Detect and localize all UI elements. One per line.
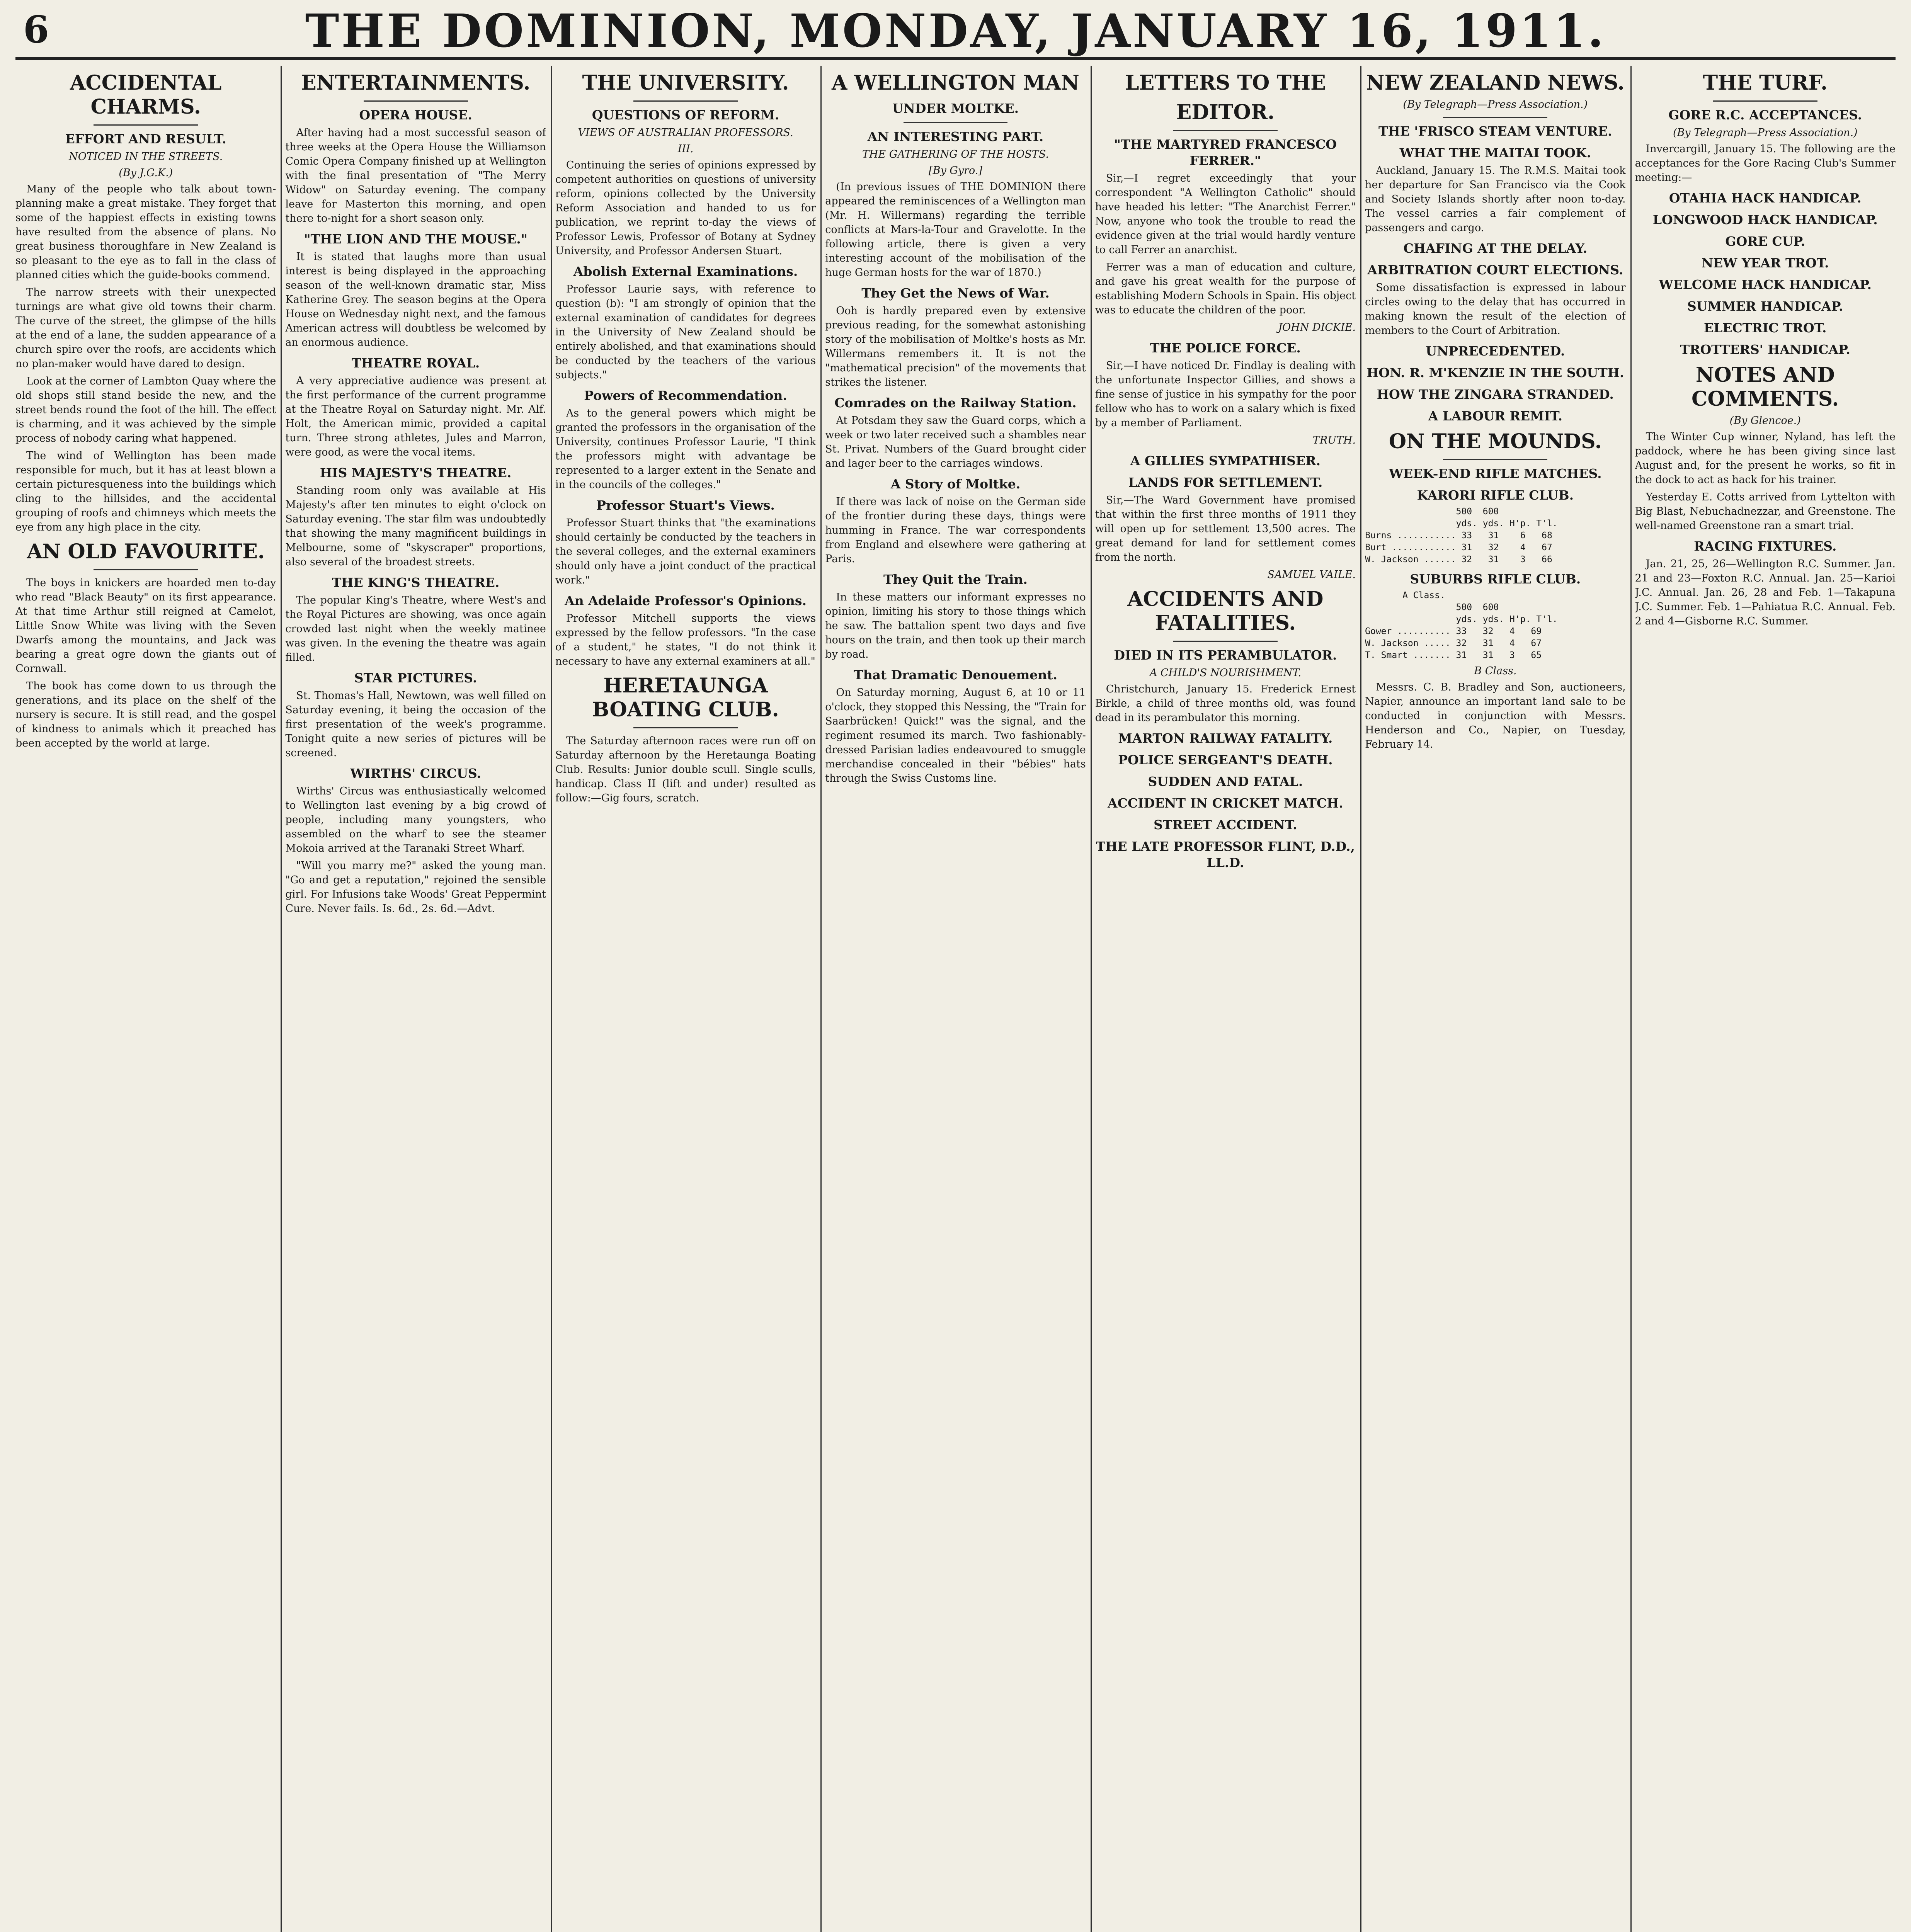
article-headline: Comrades on the Railway Station. xyxy=(834,395,1077,410)
article-paragraph: The narrow streets with their unexpected turnings are what give old towns their charm. The curve of the street, the glimpse of the hills at the end of a lane, the sudden appearance of a church spire over the roofs, are accidents which no plan-maker would have dared to design. xyxy=(15,286,276,370)
section-heading: ACCIDENTS AND FATALITIES. xyxy=(1127,587,1324,635)
article-subheading: THE GATHERING OF THE HOSTS. xyxy=(862,148,1049,160)
column-rule xyxy=(820,66,822,1932)
article-paragraph: In these matters our informant expresses no opinion, limiting his story to those things which he saw. The battalion spent two days and five hours on the train, and then took up their march by road. xyxy=(825,591,1086,660)
article-headline: SUBURBS RIFLE CLUB. xyxy=(1410,571,1581,587)
article-headline: They Quit the Train. xyxy=(883,572,1028,587)
section-heading: HERETAUNGA BOATING CLUB. xyxy=(592,674,779,721)
article-headline: WIRTHS' CIRCUS. xyxy=(350,766,482,781)
section-heading: AN OLD FAVOURITE. xyxy=(27,540,265,563)
article-headline: THE LATE PROFESSOR FLINT, D.D., LL.D. xyxy=(1096,839,1355,870)
article-headline: ACCIDENT IN CRICKET MATCH. xyxy=(1108,796,1343,811)
article-headline: WHAT THE MAITAI TOOK. xyxy=(1399,145,1591,160)
column-6 xyxy=(1365,66,1625,1932)
article-headline: EFFORT AND RESULT. xyxy=(65,131,226,146)
article-headline: MARTON RAILWAY FATALITY. xyxy=(1118,731,1333,746)
article-headline: OTAHIA HACK HANDICAP. xyxy=(1669,190,1862,206)
article-paragraph: Ferrer was a man of education and culture, and gave his great wealth for the purpose of establishing Modern Schools in Spain. His object was to educate the children of the poor. xyxy=(1095,261,1356,316)
article-headline: "THE LION AND THE MOUSE." xyxy=(304,231,528,247)
article-paragraph: As to the general powers which might be granted the professors in the organisation of the University, continues Professor Laurie, "I think the professors might with advantage be represented to a larger extent in the Senate and in the councils of the colleges." xyxy=(555,407,816,491)
column-rule xyxy=(1630,66,1632,1932)
column-1 xyxy=(15,66,276,1932)
letter-signature: SAMUEL VAILE. xyxy=(1267,569,1356,581)
column-rule xyxy=(551,66,552,1932)
article-paragraph: If there was lack of noise on the German side of the frontier during these days, things were humming in France. The war correspondents from England and elsewhere were gathering at Paris. xyxy=(825,496,1086,565)
article-headline: ARBITRATION COURT ELECTIONS. xyxy=(1367,262,1623,277)
article-headline: GORE R.C. ACCEPTANCES. xyxy=(1668,107,1862,122)
article-headline: HON. R. M'KENZIE IN THE SOUTH. xyxy=(1366,365,1624,380)
article-headline: GORE CUP. xyxy=(1725,234,1805,249)
section-heading: ON THE MOUNDS. xyxy=(1389,430,1602,453)
letter-signature: TRUTH. xyxy=(1312,434,1356,446)
article-paragraph: Jan. 21, 25, 26—Wellington R.C. Summer. Jan. 21 and 23—Foxton R.C. Annual. Jan. 25—Karioi J.C. Annual. Jan. 26, 28 and Feb. 1—Takapuna J.C. Summer. Feb. 1—Pahiatua R.C. Annual. Feb. 2 and 4—Gisborne R.C. Summer. xyxy=(1635,558,1896,627)
article-headline: WEEK-END RIFLE MATCHES. xyxy=(1389,466,1602,481)
article-headline: THE POLICE FORCE. xyxy=(1150,340,1301,355)
article-headline: "THE MARTYRED FRANCESCO FERRER." xyxy=(1114,137,1337,168)
article-paragraph: (In previous issues of THE DOMINION there appeared the reminiscences of a Wellington man (Mr. H. Willermans) regarding the terrible conflicts at Mars-la-Tour and Gravelotte. In the following article, there is given a very interesting account of the mobilisation of the huge German hosts for the war of 1870.) xyxy=(825,181,1086,279)
article-paragraph: Yesterday E. Cotts arrived from Lyttelton with Big Blast, Nebuchadnezzar, and Greenstone. The well-named Greenstone ran a smart trial. xyxy=(1635,491,1896,532)
article-paragraph: Wirths' Circus was enthusiastically welcomed to Wellington last evening by a big crowd of people, including many youngsters, who assembled on the wharf to see the steamer Mokoia arrived at the Taranaki Street Wharf. xyxy=(285,785,546,854)
article-headline: Abolish External Examinations. xyxy=(573,264,798,279)
article-paragraph: It is stated that laughs more than usual interest is being displayed in the approaching season of the well-known dramatic star, Miss Katherine Grey. The season begins at the Opera House on Wednesday night next, and the famous American actress will doubtless be welcomed by an enormous audience. xyxy=(285,251,546,349)
column-7 xyxy=(1635,66,1896,1932)
article-paragraph: The Winter Cup winner, Nyland, has left the paddock, where he has been giving since last August and, for the present he works, so fit in the dock to act as hack for his trainer. xyxy=(1635,431,1896,486)
article-paragraph: On Saturday morning, August 6, at 10 or 11 o'clock, they stopped this Nessing, the "Train for Saarbrücken! Quick!" was the signal, and the regiment resumed its march. Two fashionably-dressed Parisian ladies endeavoured to smuggle merchandise concealed in their "bébies" hats through the Swiss Customs line. xyxy=(825,687,1086,784)
article-paragraph: Standing room only was available at His Majesty's after ten minutes to eight o'clock on Saturday evening. The star film was undoubtedly that showing the many magnificent buildings in Melbourne, some of "skyscraper" proportions, also several of the broadest streets. xyxy=(285,485,546,568)
article-headline: An Adelaide Professor's Opinions. xyxy=(565,593,807,608)
article-subheading: NOTICED IN THE STREETS. xyxy=(69,151,223,163)
letter-signature: JOHN DICKIE. xyxy=(1278,321,1356,333)
article-paragraph: Some dissatisfaction is expressed in labour circles owing to the delay that has occurred in making known the result of the election of members to the Court of Arbitration. xyxy=(1365,282,1626,337)
article-paragraph: Christchurch, January 15. Frederick Ernest Birkle, a child of three months old, was found dead in its perambulator this morning. xyxy=(1095,683,1356,724)
article-paragraph: After having had a most successful season of three weeks at the Opera House the Williamson Comic Opera Company finished up at Wellington with the final presentation of "The Merry Widow" on Saturday evening. The company leave for Masterton this morning, and open there to-night for a short season only. xyxy=(285,127,546,224)
section-divider xyxy=(94,569,198,570)
article-paragraph: Professor Stuart thinks that "the examinations should certainly be conducted by the teachers in the several colleges, and the external examiners should only have a joint conduct of the practical work." xyxy=(555,517,816,586)
article-headline: TROTTERS' HANDICAP. xyxy=(1680,342,1850,357)
score-table: A Class. 500 600 yds. yds. H'p. T'l. Gower .......... 33 32 4 69 W. Jackson ..... 32 31 4 67 T. Smart ....... 31 31 3 65 xyxy=(1365,590,1558,660)
article-paragraph: The Saturday afternoon races were run off on Saturday afternoon by the Heretaunga Boating Club. Results: Junior double scull. Single sculls, handicap. Class II (lift and under) resulted as follow:—Gig fours, scratch. xyxy=(555,735,816,804)
newspaper-title: THE DOMINION, MONDAY, JANUARY 16, 1911. xyxy=(305,4,1606,58)
section-heading: NEW ZEALAND NEWS. xyxy=(1366,71,1625,95)
article-subheading: [By Gyro.] xyxy=(929,165,982,177)
article-headline: THE KING'S THEATRE. xyxy=(332,575,500,590)
section-divider xyxy=(1173,641,1278,642)
article-paragraph: Continuing the series of opinions expressed by competent authorities on questions of university reform, opinions collected by the University Reform Association and handed to us for publication, we reprint to-day the views of Professor Lewis, Professor of Botany at Sydney University, and Professor Andersen Stuart. xyxy=(555,159,816,257)
article-paragraph: At Potsdam they saw the Guard corps, which a week or two later received such a shambles near St. Privat. Numbers of the Guard brought cider and lager beer to the carriages windows. xyxy=(825,415,1086,469)
article-headline: QUESTIONS OF REFORM. xyxy=(592,107,779,122)
article-headline: RACING FIXTURES. xyxy=(1694,539,1837,554)
article-subheading: B Class. xyxy=(1474,665,1517,677)
article-headline: STREET ACCIDENT. xyxy=(1154,817,1297,832)
article-subheading: (By Glencoe.) xyxy=(1729,415,1801,427)
article-subheading: III. xyxy=(677,143,694,155)
article-headline: That Dramatic Denouement. xyxy=(854,667,1057,682)
article-headline: A GILLIES SYMPATHISER. xyxy=(1130,453,1321,468)
column-3 xyxy=(555,66,816,1932)
article-headline: STAR PICTURES. xyxy=(354,670,477,685)
article-paragraph: A very appreciative audience was present at the first performance of the current programme at the Theatre Royal on Saturday night. Mr. Alf. Holt, the American mimic, provided a capital turn. Three strong athletes, Jules and Marron, were good, as were the vocal items. xyxy=(285,375,546,458)
masthead xyxy=(0,0,1911,58)
section-heading: NOTES AND COMMENTS. xyxy=(1691,363,1839,411)
section-heading: ACCIDENTAL CHARMS. xyxy=(70,71,222,119)
article-paragraph: St. Thomas's Hall, Newtown, was well filled on Saturday evening, it being the occasion of the first presentation of the week's programme. Tonight quite a new series of pictures will be screened. xyxy=(285,690,546,759)
article-headline: LONGWOOD HACK HANDICAP. xyxy=(1652,212,1878,227)
article-headline: KARORI RIFLE CLUB. xyxy=(1417,488,1574,503)
article-headline: DIED IN ITS PERAMBULATOR. xyxy=(1114,648,1337,663)
article-subheading: (By J.G.K.) xyxy=(119,167,173,179)
article-headline: THE 'FRISCO STEAM VENTURE. xyxy=(1378,124,1612,139)
article-headline: POLICE SERGEANT'S DEATH. xyxy=(1118,752,1333,767)
column-4 xyxy=(825,66,1086,1932)
section-divider xyxy=(1713,100,1817,102)
article-headline: A LABOUR REMIT. xyxy=(1428,408,1562,423)
column-rule xyxy=(1091,66,1092,1932)
article-subheading: VIEWS OF AUSTRALIAN PROFESSORS. xyxy=(578,127,793,139)
article-headline: SUMMER HANDICAP. xyxy=(1687,299,1843,314)
section-heading: ENTERTAINMENTS. xyxy=(301,71,531,95)
article-headline: ELECTRIC TROT. xyxy=(1704,320,1827,335)
section-divider xyxy=(1443,117,1547,118)
article-paragraph: The wind of Wellington has been made responsible for much, but it has at least blown a certain picturesqueness into the buildings which cling to the hillsides, and the accidental grouping of roofs and chimneys which meets the eye from any high place in the city. xyxy=(15,450,276,533)
article-paragraph: Invercargill, January 15. The following are the acceptances for the Gore Racing Club's Summer meeting:— xyxy=(1635,143,1896,184)
article-paragraph: Sir,—The Ward Government have promised that within the first three months of 1911 they will open up for settlement 13,500 acres. The great demand for land for settlement comes from the north. xyxy=(1095,494,1356,563)
article-headline: SUDDEN AND FATAL. xyxy=(1148,774,1303,789)
section-heading: A WELLINGTON MAN xyxy=(832,71,1079,95)
article-paragraph: Look at the corner of Lambton Quay where the old shops still stand beside the new, and the street bends round the foot of the hill. The effect is charming, and it was achieved by the simple process of nobody caring what happened. xyxy=(15,375,276,444)
article-headline: THEATRE ROYAL. xyxy=(352,355,480,371)
article-paragraph: Professor Laurie says, with reference to question (b): "I am strongly of opinion that the external examination of candidates for degrees in the University of New Zealand should be entirely abolished, and that examinations should be conducted by the teachers of the various subjects." xyxy=(555,283,816,381)
article-paragraph: Messrs. C. B. Bradley and Son, auctioneers, Napier, announce an important land sale to be conducted in conjunction with Messrs. Henderson and Co., Napier, on Tuesday, February 14. xyxy=(1365,681,1626,750)
article-paragraph: Sir,—I have noticed Dr. Findlay is dealing with the unfortunate Inspector Gillies, and shows a fine sense of justice in his sympathy for the poor fellow who has to work on a salary which is fixed by a member of Parliament. xyxy=(1095,360,1356,429)
masthead-rule xyxy=(15,57,1896,60)
article-paragraph: Many of the people who talk about town-planning make a great mistake. They forget that some of the happiest effects in existing towns have resulted from the absence of plans. No great business thoroughfare in New Zealand is so pleasant to the eye as to fall in the class of planned cities which the guide-books commend. xyxy=(15,183,276,281)
section-heading: EDITOR. xyxy=(1176,100,1275,124)
column-2 xyxy=(285,66,546,1932)
article-headline: They Get the News of War. xyxy=(861,286,1050,301)
article-headline: A Story of Moltke. xyxy=(890,476,1021,492)
article-headline: Professor Stuart's Views. xyxy=(596,498,775,513)
article-headline: AN INTERESTING PART. xyxy=(867,129,1044,144)
section-heading: THE UNIVERSITY. xyxy=(582,71,789,95)
section-heading: LETTERS TO THE xyxy=(1125,71,1326,95)
article-paragraph: Ooh is hardly prepared even by extensive previous reading, for the somewhat astonishing story of the mobilisation of Moltke's hosts as Mr. Willermans remembers it. It is not the "mathematical precision" of the movements that strikes the listener. xyxy=(825,305,1086,388)
article-paragraph: Sir,—I regret exceedingly that your correspondent "A Wellington Catholic" should have headed his letter: "The Anarchist Ferrer." Now, anyone who took the trouble to read the evidence given at the trial would hardly venture to call Ferrer an anarchist. xyxy=(1095,172,1356,256)
page-number: 6 xyxy=(23,8,49,51)
article-paragraph: The boys in knickers are hoarded men to-day who read "Black Beauty" on its first appearance. At that time Arthur still reigned at Camelot, Little Snow White was living with the Seven Dwarfs among the mountains, and Jack was bearing a great ogre down the giants out of Cornwall. xyxy=(15,577,276,675)
article-headline: Powers of Recommendation. xyxy=(584,388,787,403)
article-headline: HIS MAJESTY'S THEATRE. xyxy=(320,465,512,480)
section-divider xyxy=(633,100,738,102)
article-paragraph: Auckland, January 15. The R.M.S. Maitai took her departure for San Francisco via the Cook and Society Islands shortly after noon to-day. The vessel carries a fair complement of passengers and cargo. xyxy=(1365,165,1626,234)
article-paragraph: The popular King's Theatre, where West's and the Royal Pictures are showing, was once again crowded last night when the weekly matinee was given. In the evening the theatre was again filled. xyxy=(285,594,546,663)
section-divider xyxy=(94,124,198,126)
article-headline: UNPRECEDENTED. xyxy=(1426,344,1565,359)
article-headline: HOW THE ZINGARA STRANDED. xyxy=(1377,387,1614,402)
article-headline: LANDS FOR SETTLEMENT. xyxy=(1128,475,1323,490)
article-headline: WELCOME HACK HANDICAP. xyxy=(1659,277,1872,292)
article-headline: CHAFING AT THE DELAY. xyxy=(1403,241,1588,256)
section-divider xyxy=(633,727,738,728)
section-divider xyxy=(1443,459,1547,460)
score-table: 500 600 yds. yds. H'p. T'l. Burns ........... 33 31 6 68 Burt ............ 31 32 4 67 W. Jackson ...... 32 31 3 66 xyxy=(1365,507,1558,565)
article-subheading: (By Telegraph—Press Association.) xyxy=(1403,99,1588,111)
article-headline: NEW YEAR TROT. xyxy=(1701,255,1829,270)
section-divider xyxy=(364,100,468,102)
column-rule xyxy=(1360,66,1361,1932)
article-subheading: (By Telegraph—Press Association.) xyxy=(1673,127,1858,139)
article-headline: UNDER MOLTKE. xyxy=(892,101,1019,116)
article-headline: OPERA HOUSE. xyxy=(359,107,472,122)
column-rule xyxy=(281,66,282,1932)
article-paragraph: The book has come down to us through the generations, and its place on the shelf of the nursery is secure. It is still read, and the gospel of kindness to animals which it preached has been accepted by the world at large. xyxy=(15,680,276,749)
column-5 xyxy=(1095,66,1356,1932)
section-divider xyxy=(904,122,1008,123)
article-paragraph: "Will you marry me?" asked the young man. "Go and get a reputation," rejoined the sensible girl. For Infusions take Woods' Great Peppermint Cure. Never fails. Is. 6d., 2s. 6d.—Advt. xyxy=(285,860,546,915)
article-subheading: A CHILD'S NOURISHMENT. xyxy=(1149,667,1301,679)
article-paragraph: Professor Mitchell supports the views expressed by the fellow professors. "In the case of a student," he states, "I do not think it necessary to have any external examiners at all." xyxy=(555,612,816,667)
section-divider xyxy=(1173,130,1278,131)
section-heading: THE TURF. xyxy=(1703,71,1828,95)
